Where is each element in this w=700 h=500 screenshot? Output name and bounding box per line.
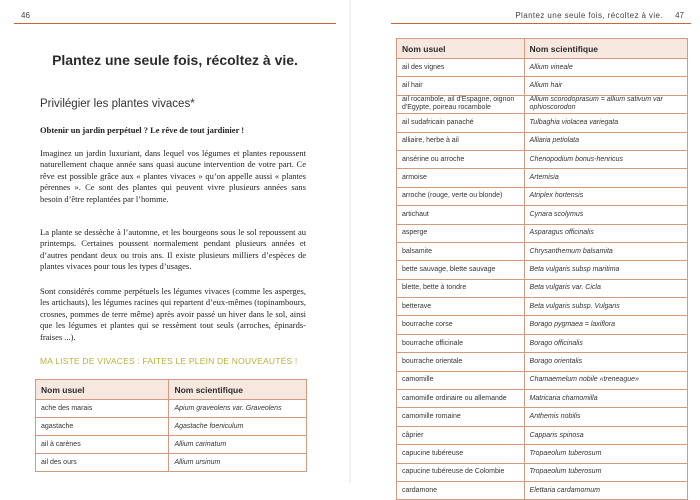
common-name-cell: betterave: [397, 298, 525, 316]
table-row: [397, 242, 688, 260]
left-page: [0, 0, 350, 483]
header-common-name: Nom usuel: [36, 380, 169, 400]
scientific-name-cell: Allium ursinum: [169, 454, 307, 472]
header-scientific-name: Nom scientifique: [169, 380, 307, 400]
table-row: [397, 224, 688, 242]
table-row: [397, 353, 688, 371]
table-row: [397, 390, 688, 408]
scientific-name-cell: Anthemis nobilis: [524, 408, 687, 426]
table-row: [397, 187, 688, 205]
scientific-name-cell: Capparis spinosa: [524, 426, 687, 444]
right-page: [350, 0, 700, 494]
common-name-cell: ail des ours: [36, 454, 169, 472]
table-row: [397, 445, 688, 463]
scientific-name-cell: Tulbaghia violacea variegata: [524, 114, 687, 132]
common-name-cell: blette, bette à tondre: [397, 279, 525, 297]
scientific-name-cell: Matricaria chamomilla: [524, 390, 687, 408]
scientific-name-cell: Allium hair: [524, 77, 687, 95]
header-rule-left: [14, 23, 336, 24]
table-row: [397, 334, 688, 352]
scientific-name-cell: Borago officinalis: [524, 334, 687, 352]
table-row: [397, 371, 688, 389]
scientific-name-cell: Asparagus officinalis: [524, 224, 687, 242]
table-row: [397, 261, 688, 279]
common-name-cell: arroche (rouge, verte ou blonde): [397, 187, 525, 205]
table-row: [397, 426, 688, 444]
page-number-right: 47: [675, 11, 684, 20]
table-row: [397, 150, 688, 168]
scientific-name-cell: Artemisia: [524, 169, 687, 187]
scientific-name-cell: Chenopodium bonus-henricus: [524, 150, 687, 168]
common-name-cell: bourrache corse: [397, 316, 525, 334]
common-name-cell: ache des marais: [36, 400, 169, 418]
common-name-cell: capucine tubéreuse: [397, 445, 525, 463]
common-name-cell: capucine tubéreuse de Colombie: [397, 463, 525, 481]
table-row: [397, 114, 688, 132]
body-paragraph-3: Sont considérés comme perpétuels les légumes vivaces (comme les asperges, les artichauts), les légumes racines qui repartent d’eux-mêmes (topinambours, crosnes, pommes de terre même) après avoir passé un hiver dans le sol, ainsi que les légumes et plantes qui se ressèment tout seuls (arroches, épinards-fraises ...).: [40, 286, 306, 342]
scientific-name-cell: Allium carinatum: [169, 436, 307, 454]
list-title: MA LISTE DE VIVACES : FAITES LE PLEIN DE NOUVEAUTÉS !: [40, 356, 298, 366]
body-paragraph-2: La plante se dessèche à l’automne, et les bourgeons sous le sol repoussent au printemps. Certaines poussent normalement pendant plusieurs années et d’autres pendant deux ou trois ans. Il existe plusieurs milliers d’espèces de plantes vivaces pour tous les types d’usages.: [40, 227, 306, 272]
plants-table-right: [396, 38, 688, 500]
table-row: [397, 408, 688, 426]
scientific-name-cell: Borago orientalis: [524, 353, 687, 371]
scientific-name-cell: Borago pygmaea = laxiflora: [524, 316, 687, 334]
common-name-cell: agastache: [36, 418, 169, 436]
table-row: [397, 316, 688, 334]
common-name-cell: ail à carènes: [36, 436, 169, 454]
scientific-name-cell: Beta vulgaris var. Cicla: [524, 279, 687, 297]
lead-paragraph: Obtenir un jardin perpétuel ? Le rêve de tout jardinier !: [40, 125, 245, 135]
common-name-cell: câprier: [397, 426, 525, 444]
common-name-cell: ansérine ou arroche: [397, 150, 525, 168]
plants-table-left: [35, 379, 307, 472]
common-name-cell: ail hair: [397, 77, 525, 95]
common-name-cell: artichaut: [397, 206, 525, 224]
common-name-cell: ail des vignes: [397, 59, 525, 77]
scientific-name-cell: Agastache foeniculum: [169, 418, 307, 436]
common-name-cell: ail sudafricain panaché: [397, 114, 525, 132]
table-row: [397, 59, 688, 77]
header-common-name: Nom usuel: [397, 39, 525, 59]
common-name-cell: cardamone: [397, 481, 525, 499]
table-row: [36, 418, 307, 436]
body-paragraph-1: Imaginez un jardin luxuriant, dans lequel vos légumes et plantes repoussent naturellement chaque année sans quasi aucune intervention de votre part. Ce rêve est possible grâce aux « plantes vivaces » qu’on appelle aussi « plantes pérennes ». Ce sont des plantes qui peuvent vivre plusieurs années sans besoin d’être replantées par l’homme.: [40, 148, 306, 204]
scientific-name-cell: Beta vulgaris subsp. Vulgaris: [524, 298, 687, 316]
table-row: [397, 481, 688, 499]
scientific-name-cell: Alliaria petiolata: [524, 132, 687, 150]
scientific-name-cell: Apium graveolens var. Graveolens: [169, 400, 307, 418]
table-row: [397, 77, 688, 95]
table-row: [397, 206, 688, 224]
scientific-name-cell: Tropaeolum tuberosum: [524, 463, 687, 481]
table-row: [397, 169, 688, 187]
table-header-row: [397, 39, 688, 59]
common-name-cell: asperge: [397, 224, 525, 242]
table-header-row: [36, 380, 307, 400]
scientific-name-cell: Atriplex hortensis: [524, 187, 687, 205]
table-row: [397, 279, 688, 297]
table-row: [397, 463, 688, 481]
table-row: [397, 95, 688, 113]
common-name-cell: bourrache officinale: [397, 334, 525, 352]
header-scientific-name: Nom scientifique: [524, 39, 687, 59]
page-number-left: 46: [21, 11, 30, 20]
running-head: Plantez une seule fois, récoltez à vie.: [515, 11, 663, 20]
common-name-cell: camomille: [397, 371, 525, 389]
table-row: [397, 298, 688, 316]
common-name-cell: ail rocambole, ail d'Espagne, oignon d'Egypte, poireau rocambole: [397, 95, 525, 113]
table-row: [36, 400, 307, 418]
scientific-name-cell: Tropaeolum tuberosum: [524, 445, 687, 463]
scientific-name-cell: Elettaria cardamomum: [524, 481, 687, 499]
chapter-title: Plantez une seule fois, récoltez à vie.: [52, 52, 298, 68]
scientific-name-cell: Beta vulgaris subsp maritima: [524, 261, 687, 279]
scientific-name-cell: Cynara scolymus: [524, 206, 687, 224]
common-name-cell: armoise: [397, 169, 525, 187]
common-name-cell: alliaire, herbe à ail: [397, 132, 525, 150]
common-name-cell: balsamite: [397, 242, 525, 260]
scientific-name-cell: Allium scorodoprasum = allium sativum var ophioscorodon: [524, 95, 687, 113]
scientific-name-cell: Allium vineale: [524, 59, 687, 77]
table-row: [36, 454, 307, 472]
table-row: [36, 436, 307, 454]
section-title: Privilégier les plantes vivaces*: [40, 98, 195, 110]
common-name-cell: bette sauvage, blette sauvage: [397, 261, 525, 279]
scientific-name-cell: Chrysanthemum balsamita: [524, 242, 687, 260]
scientific-name-cell: Chamaemelum nobile «treneague»: [524, 371, 687, 389]
common-name-cell: camomille ordinaire ou allemande: [397, 390, 525, 408]
common-name-cell: bourrache orientale: [397, 353, 525, 371]
header-rule-right: [391, 23, 691, 24]
table-row: [397, 132, 688, 150]
common-name-cell: camomille romaine: [397, 408, 525, 426]
